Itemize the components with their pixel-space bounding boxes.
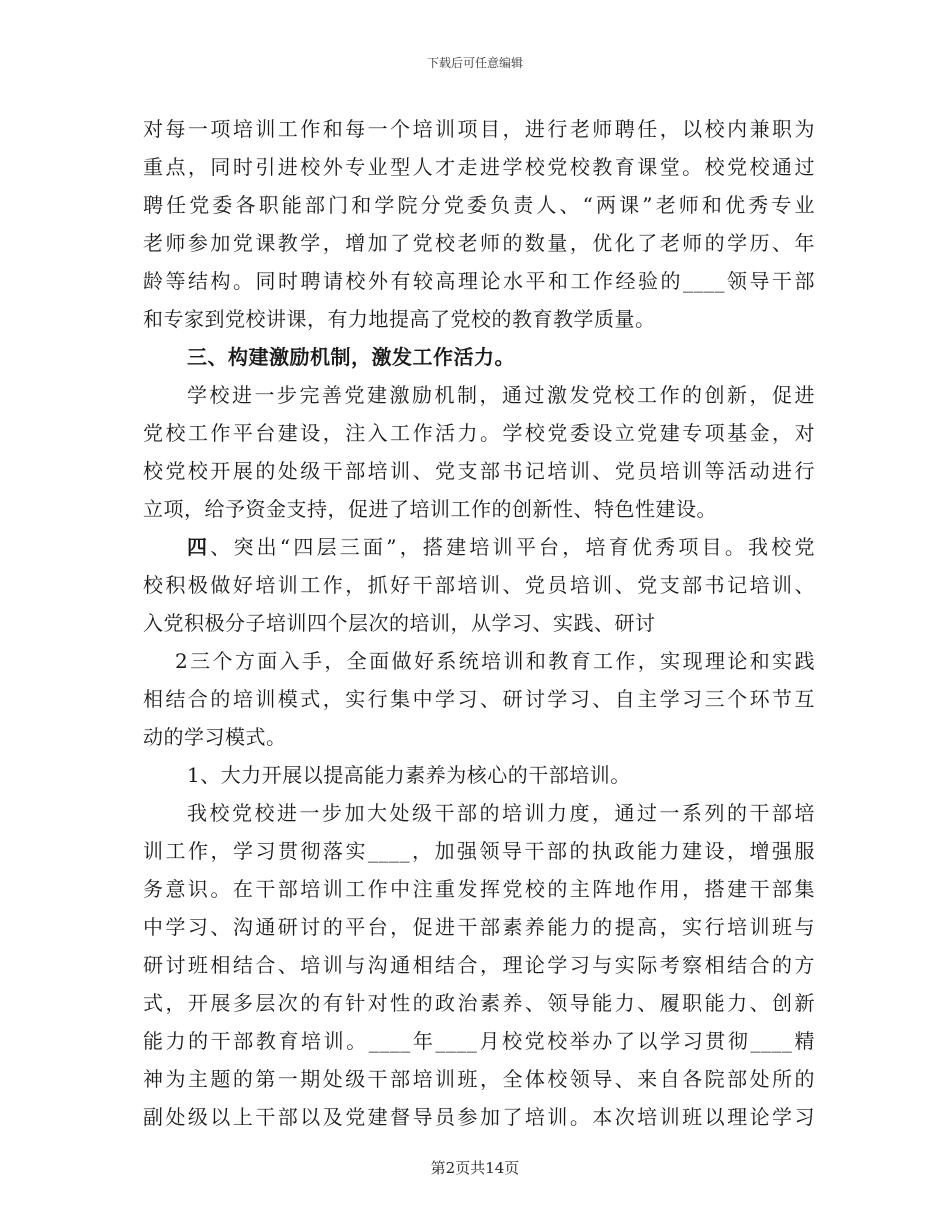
paragraph-line: 2三个方面入手，全面做好系统培训和教育工作，实现理论和实践: [175, 649, 815, 673]
paragraph-line: 立项，给予资金支持，促进了培训工作的创新性、特色性建设。: [143, 497, 717, 521]
section-text: 、突出“四层三面”，搭建培训平台，培育优秀项目。我校党: [210, 535, 816, 559]
paragraph-line: 龄等结构。同时聘请校外有较高理论水平和工作经验的____领导干部: [143, 269, 815, 293]
paragraph-line: 动的学习模式。: [143, 725, 287, 749]
section-number: 四: [187, 535, 211, 559]
section-heading: 三、构建激励机制，激发工作活力。: [187, 345, 515, 369]
page-header: 下载后可任意编辑: [426, 56, 523, 70]
paragraph-line: 校党校开展的处级干部培训、党支部书记培训、党员培训等活动进行: [143, 459, 815, 483]
paragraph-line: 重点，同时引进校外专业型人才走进学校党校教育课堂。校党校通过: [143, 155, 815, 179]
paragraph-line: 务意识。在干部培训工作中注重发挥党校的主阵地作用，搭建干部集: [143, 877, 815, 901]
paragraph-line: 校积极做好培训工作，抓好干部培训、党员培训、党支部书记培训、: [143, 573, 815, 597]
paragraph-line: 能力的干部教育培训。____年____月校党校举办了以学习贯彻____精: [143, 1029, 815, 1053]
paragraph-line: 副处级以上干部以及党建督导员参加了培训。本次培训班以理论学习: [143, 1105, 815, 1129]
document-body: [143, 110, 815, 1136]
paragraph-line: 老师参加党课教学，增加了党校老师的数量，优化了老师的学历、年: [143, 231, 815, 255]
paragraph-line: 我校党校进一步加大处级干部的培训力度，通过一系列的干部培: [187, 801, 815, 825]
page-footer: 第2页共14页: [430, 1159, 520, 1177]
paragraph-line: 研讨班相结合、培训与沟通相结合，理论学习与实际考察相结合的方: [143, 953, 815, 977]
paragraph-line: 学校进一步完善党建激励机制，通过激发党校工作的创新，促进: [187, 383, 815, 407]
paragraph-line: 党校工作平台建设，注入工作活力。学校党委设立党建专项基金，对: [143, 421, 815, 445]
paragraph-line: 训工作，学习贯彻落实____，加强领导干部的执政能力建设，增强服: [143, 839, 815, 863]
paragraph-line: 式，开展多层次的有针对性的政治素养、领导能力、履职能力、创新: [143, 991, 815, 1015]
paragraph-line: 和专家到党校讲课，有力地提高了党校的教育教学质量。: [143, 307, 656, 331]
subsection-heading: 1、大力开展以提高能力素养为核心的干部培训。: [187, 763, 631, 787]
paragraph-line: 对每一项培训工作和每一个培训项目，进行老师聘任，以校内兼职为: [143, 117, 815, 141]
paragraph-line: 神为主题的第一期处级干部培训班，全体校领导、来自各院部处所的: [143, 1067, 815, 1091]
paragraph-line: 相结合的培训模式，实行集中学习、研讨学习、自主学习三个环节互: [143, 687, 815, 711]
paragraph-line: 中学习、沟通研讨的平台，促进干部素养能力的提高，实行培训班与: [143, 915, 815, 939]
paragraph-line: 入党积极分子培训四个层次的培训，从学习、实践、研讨: [143, 611, 656, 635]
paragraph-line: 聘任党委各职能部门和学院分党委负责人、“两课”老师和优秀专业: [143, 193, 815, 217]
paragraph-line: [143, 528, 815, 566]
